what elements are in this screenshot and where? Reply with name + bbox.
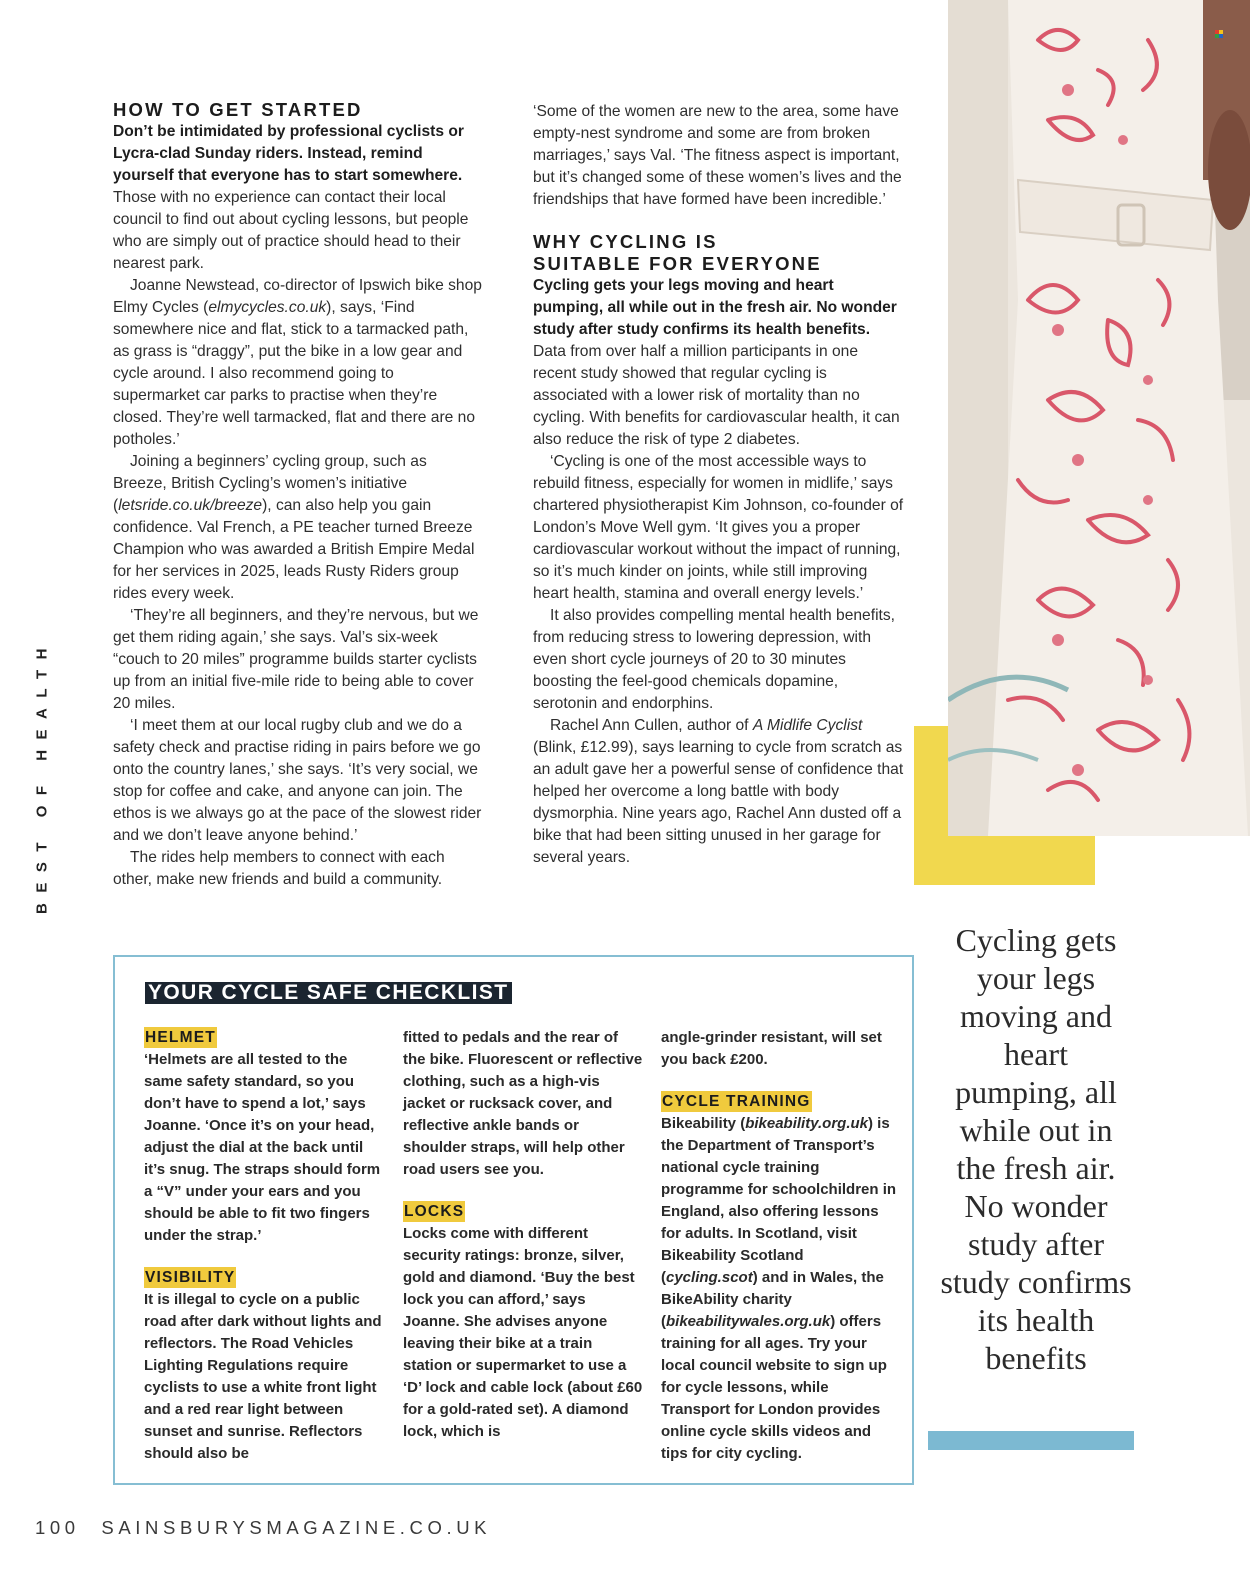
section-side-label — [14, 638, 70, 914]
body-paragraph: It also provides compelling mental health benefits, from reducing stress to lowering depression, with even short cycle journeys of 20 to 30 minutes boosting the feel-good chemicals dopamine, serotonin and endorphins. — [533, 607, 895, 712]
left-column — [113, 99, 483, 891]
body-paragraph: Rachel Ann Cullen, author of A Midlife Cyclist (Blink, £12.99), says learning to cycle from scratch as an adult gave her a powerful sense of confidence that helped her overcome a long battle with body dysmorphia. Nine years ago, Rachel Ann dusted off a bike that had been sitting unused in her garage for several years. — [533, 717, 904, 866]
cycle-training-tag: CYCLE TRAINING — [662, 1093, 811, 1110]
blue-accent-bar — [928, 1431, 1134, 1450]
visibility-tag: VISIBILITY — [145, 1269, 236, 1286]
web-link-elmycycles: elmycycles.co.uk — [208, 299, 327, 316]
locks-text-continued: angle-grinder resistant, will set you back £200. — [661, 1029, 882, 1068]
checklist-title: YOUR CYCLE SAFE CHECKLIST — [145, 982, 512, 1004]
photo-floral-dress — [948, 0, 1250, 836]
page-footer — [35, 1517, 491, 1539]
cycle-training-text: Bikeability (bikeability.org.uk) is the Department of Transport’s national cycle training programme for schoolchildren in England, also offering lessons for adults. In Scotland, visit Bikeability Scotland (cycling.scot) and in Wales, the BikeAbility charity (bikeabilitywales.org.uk) offers training for all ages. Try your local council website to sign up for cycle lessons, while Transport for London provides online cycle skills videos and tips for city cycling. — [661, 1115, 897, 1462]
body-paragraph: Joanne Newstead, co-director of Ipswich bike shop Elmy Cycles (elmycycles.co.uk), says, ‘Find somewhere nice and flat, stick to a tarmacked path, as grass is “draggy”, put the bike in a low gear and cycle around. I also recommend going to supermarket car parks to practise when they’re closed. They’re well tarmacked, flat and there are no potholes.’ — [113, 277, 482, 448]
colour-registration-mark — [1215, 30, 1223, 38]
cycle-safe-checklist-box — [113, 955, 914, 1485]
section-heading-get-started: HOW TO GET STARTED — [113, 99, 363, 120]
section-heading-why-cycling: WHY CYCLING IS SUITABLE FOR EVERYONE — [533, 231, 822, 274]
visibility-text-continued: fitted to pedals and the rear of the bike. Fluorescent or reflective clothing, such as a high-vis jacket or rucksack cover, and reflective ankle bands or shoulder straps, will help other road users see you. — [403, 1029, 643, 1178]
web-link-bikeabilitywales: bikeabilitywales.org.uk — [666, 1313, 831, 1330]
pull-quote: Cycling gets your legs moving and heart pumping, all while out in the fresh air. No wonder study after study confirms its health benefits — [940, 922, 1132, 1376]
body-paragraph: ‘Some of the women are new to the area, some have empty-nest syndrome and some are from broken marriages,’ says Val. ‘The fitness aspect is important, but it’s changed some of these women’s lives and the friendships that have formed have been incredible.’ — [533, 103, 902, 208]
lead-paragraph: Cycling gets your legs moving and heart pumping, all while out in the fresh air. No wonder study after study confirms its health benefits. — [533, 277, 897, 338]
page-number: 100 — [35, 1517, 80, 1538]
body-paragraph: ‘I meet them at our local rugby club and we do a safety check and practise riding in pairs before we go onto the country lanes,’ she says. ‘It’s very social, we stop for coffee and cake, and anyone can join. The ethos is we always go at the pace of the slowest rider and we don’t leave anyone behind.’ — [113, 717, 482, 844]
web-link-bikeability: bikeability.org.uk — [745, 1115, 869, 1132]
visibility-text: It is illegal to cycle on a public road after dark without lights and reflectors. The Road Vehicles Lighting Regulations require cyclists to use a white front light and a red rear light between sunset and sunrise. Reflectors should also be — [144, 1291, 382, 1462]
middle-column — [533, 101, 905, 869]
web-link-cycling-scot: cycling.scot — [666, 1269, 753, 1286]
side-label-text: BEST OF HEALTH — [33, 638, 51, 914]
body-paragraph: The rides help members to connect with each other, make new friends and build a community. — [113, 849, 445, 888]
web-link-letsride: letsride.co.uk/breeze — [118, 497, 263, 514]
body-paragraph: ‘Cycling is one of the most accessible ways to rebuild fitness, especially for women in midlife,’ says chartered physiotherapist Kim Johnson, co-founder of London’s Move Well gym. ‘It gives you a proper cardiovascular workout without the impact of running, so it’s much kinder on joints, while still improving heart health, stamina and overall energy levels.’ — [533, 453, 904, 602]
body-paragraph: Joining a beginners’ cycling group, such as Breeze, British Cycling’s women’s initiative (letsride.co.uk/breeze), can also help you gain confidence. Val French, a PE teacher turned Breeze Champion who was awarded a British Empire Medal for her services in 2025, leads Rusty Riders group rides every week. — [113, 453, 475, 602]
body-paragraph: ‘They’re all beginners, and they’re nervous, but we get them riding again,’ she says. Val’s six-week “couch to 20 miles” programme builds starter cyclists up from an initial five-mile ride to being able to cover 20 miles. — [113, 607, 479, 712]
helmet-text: ‘Helmets are all tested to the same safety standard, so you don’t have to spend a lot,’ says Joanne. ‘Once it’s on your head, adjust the dial at the back until it’s snug. The straps should form a “V” under your ears and you should be able to fit two fingers under the strap.’ — [144, 1051, 381, 1244]
checklist-column-2 — [403, 1027, 643, 1443]
checklist-column-1 — [144, 1027, 384, 1465]
book-title: A Midlife Cyclist — [752, 717, 863, 734]
body-paragraph: Those with no experience can contact their local council to find out about cycling lessons, but people who are simply out of practice should head to their nearest park. — [113, 189, 469, 272]
locks-text: Locks come with different security ratings: bronze, silver, gold and diamond. ‘Buy the best lock you can afford,’ says Joanne. She advises anyone leaving their bike at a train station or supermarket to use a ‘D’ lock and cable lock (about £60 for a gold-rated set). A diamond lock, which is — [403, 1225, 643, 1440]
body-paragraph: Data from over half a million participants in one recent study showed that regular cycling is associated with a lower risk of mortality than no cycling. With benefits for cardiovascular health, it can also reduce the risk of type 2 diabetes. — [533, 343, 900, 448]
checklist-column-3 — [661, 1027, 901, 1465]
helmet-tag: HELMET — [145, 1029, 216, 1046]
magazine-website: SAINSBURYSMAGAZINE.CO.UK — [101, 1517, 492, 1538]
lead-paragraph: Don’t be intimidated by professional cyclists or Lycra-clad Sunday riders. Instead, remind yourself that everyone has to start somewhere. — [113, 123, 464, 184]
locks-tag: LOCKS — [404, 1203, 465, 1220]
